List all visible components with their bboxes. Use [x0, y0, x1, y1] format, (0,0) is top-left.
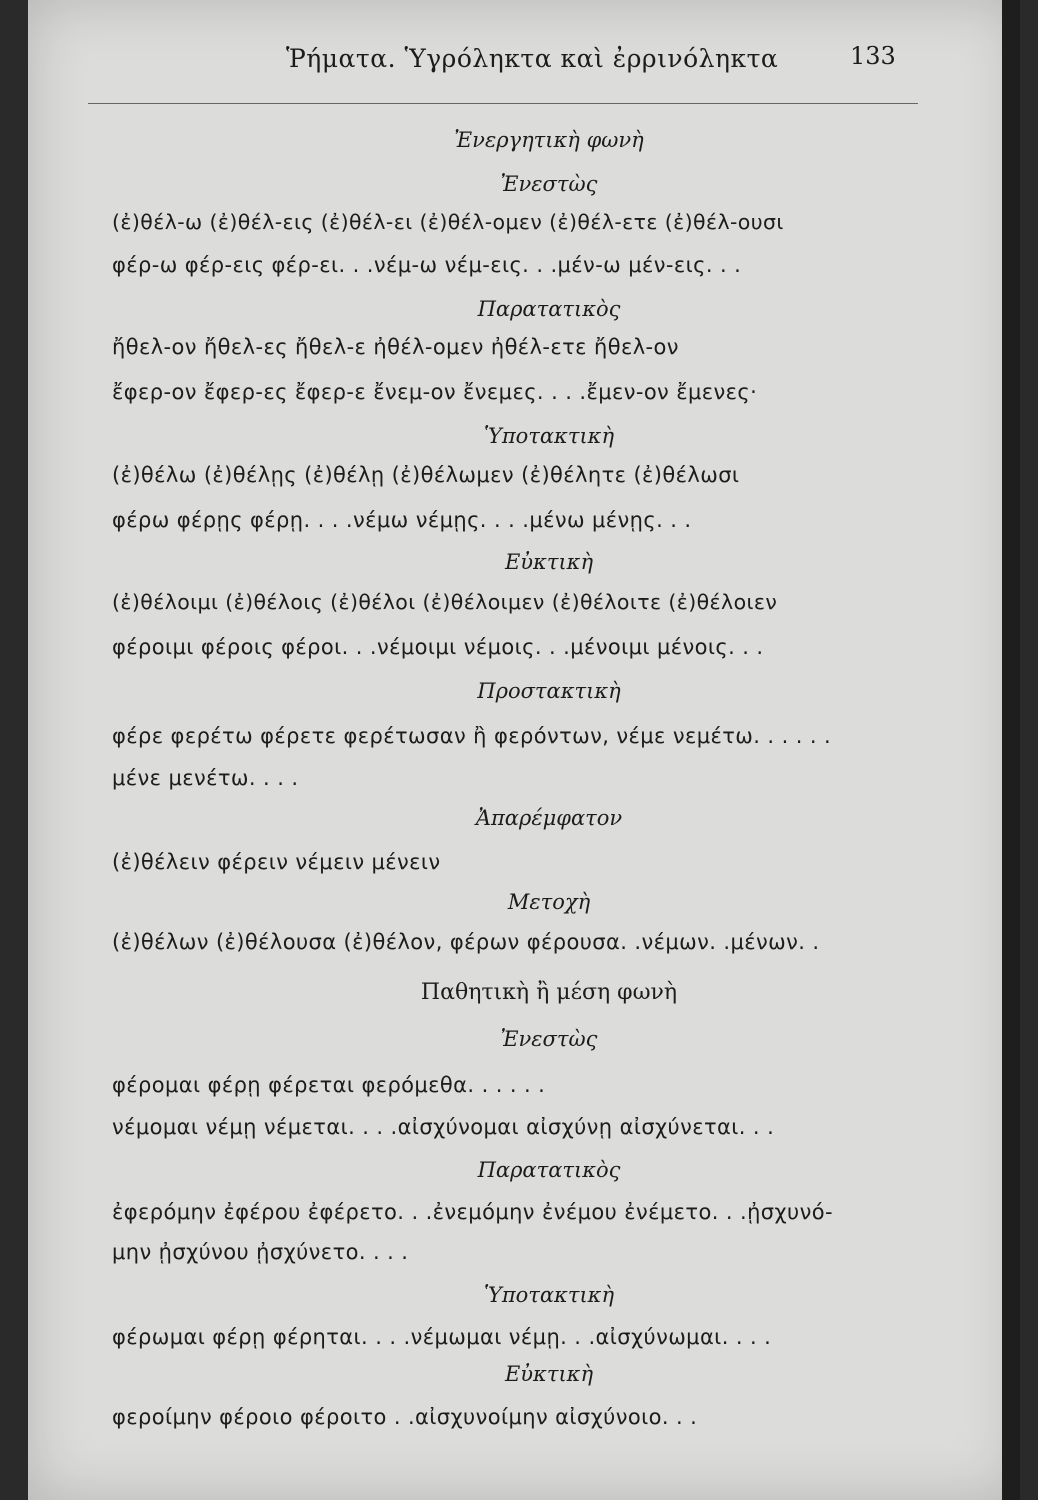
tense-heading-present: Ἐνεστὼς: [500, 172, 598, 196]
conjugation-line: μην ᾐσχύνου ᾐσχύνετο. . . .: [112, 1240, 409, 1264]
conjugation-line: (ἐ)θέλω (ἐ)θέλῃς (ἐ)θέλῃ (ἐ)θέλωμεν (ἐ)θέλητε (ἐ)θέλωσι: [112, 463, 740, 487]
conjugation-line: ἤθελ-ον ἤθελ-ες ἤθελ-ε ἠθέλ-ομεν ἠθέλ-ετε ἤθελ-ον: [112, 335, 679, 359]
mood-heading-optative: Εὐκτικὴ: [504, 550, 594, 574]
conjugation-line: νέμομαι νέμῃ νέμεται. . . .αἰσχύνομαι αἰσχύνῃ αἰσχύνεται. . .: [112, 1115, 775, 1139]
voice-heading-active: Ἐνεργητικὴ φωνὴ: [454, 128, 644, 152]
page-number: 133: [850, 42, 896, 70]
mood-heading-infinitive: Ἀπαρέμφατον: [475, 806, 623, 830]
running-header: Ῥήματα. Ὑγρόληκτα καὶ ἐρρινόληκτα: [286, 44, 779, 73]
conjugation-line: μένε μενέτω. . . .: [112, 766, 299, 790]
page-edge-shadow: [1002, 0, 1020, 1500]
conjugation-line: φεροίμην φέροιο φέροιτο . .αἰσχυνοίμην αἰσχύνοιο. . .: [112, 1405, 698, 1429]
conjugation-line: ἔφερ-ον ἔφερ-ες ἔφερ-ε ἔνεμ-ον ἔνεμες. . . .ἔμεν-ον ἔμενες·: [112, 380, 758, 404]
conjugation-line: φέρω φέρῃς φέρῃ. . . .νέμω νέμῃς. . . .μένω μένῃς. . .: [112, 508, 692, 532]
conjugation-line: ἐφερόμην ἐφέρου ἐφέρετο. . .ἐνεμόμην ἐνέμου ἐνέμετο. . .ᾐσχυνό-: [112, 1200, 833, 1224]
voice-heading-passive: Παθητικὴ ἢ μέση φωνὴ: [420, 980, 678, 1005]
tense-heading-imperfect: Παρατατικὸς: [477, 1158, 621, 1182]
conjugation-line: φέροιμι φέροις φέροι. . .νέμοιμι νέμοις. . .μένοιμι μένοις. . .: [112, 635, 764, 659]
book-page: [28, 0, 1020, 1500]
conjugation-line: φέρ-ω φέρ-εις φέρ-ει. . .νέμ-ω νέμ-εις. . .μέν-ω μέν-εις. . .: [112, 253, 742, 277]
tense-heading-imperfect: Παρατατικὸς: [477, 297, 621, 321]
conjugation-line: (ἐ)θέλοιμι (ἐ)θέλοις (ἐ)θέλοι (ἐ)θέλοιμεν (ἐ)θέλοιτε (ἐ)θέλοιεν: [112, 590, 778, 614]
header-rule: [88, 103, 918, 104]
conjugation-line: φέρε φερέτω φέρετε φερέτωσαν ἢ φερόντων, νέμε νεμέτω. . . . . .: [112, 724, 832, 748]
conjugation-line: (ἐ)θέλειν φέρειν νέμειν μένειν: [112, 850, 441, 874]
conjugation-line: φέρωμαι φέρῃ φέρηται. . . .νέμωμαι νέμῃ. . .αἰσχύνωμαι. . . .: [112, 1325, 772, 1349]
mood-heading-imperative: Προστακτικὴ: [477, 679, 621, 703]
conjugation-line: (ἐ)θέλ-ω (ἐ)θέλ-εις (ἐ)θέλ-ει (ἐ)θέλ-ομεν (ἐ)θέλ-ετε (ἐ)θέλ-ουσι: [112, 210, 784, 234]
mood-heading-participle: Μετοχὴ: [507, 890, 591, 914]
conjugation-line: (ἐ)θέλων (ἐ)θέλουσα (ἐ)θέλον, φέρων φέρουσα. .νέμων. .μένων. .: [112, 930, 820, 954]
mood-heading-subjunctive: Ὑποτακτικὴ: [483, 1283, 615, 1307]
tense-heading-present: Ἐνεστὼς: [500, 1027, 598, 1051]
mood-heading-optative: Εὐκτικὴ: [504, 1362, 594, 1386]
conjugation-line: φέρομαι φέρῃ φέρεται φερόμεθα. . . . . .: [112, 1073, 546, 1097]
mood-heading-subjunctive: Ὑποτακτικὴ: [483, 424, 615, 448]
